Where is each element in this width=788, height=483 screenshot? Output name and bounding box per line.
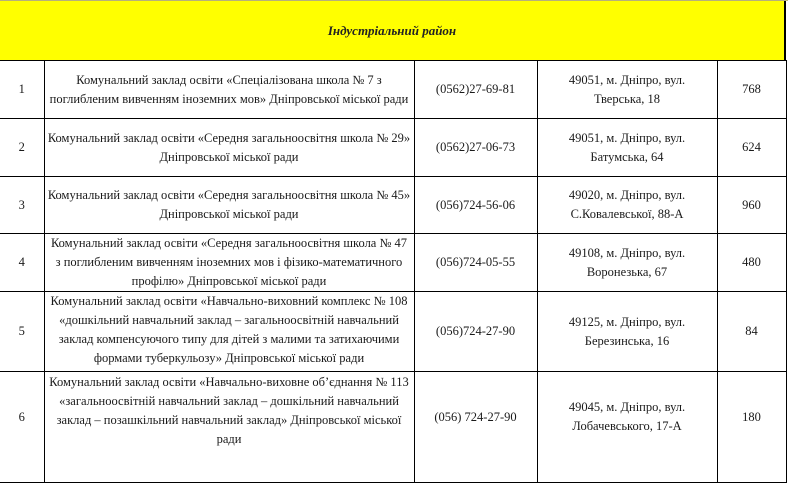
- schools-table: [0, 60, 787, 483]
- address: [537, 234, 717, 292]
- school-name: Комунальний заклад освіти «Середня загальноосвітня школа № 47 з поглибленим вивченням іноземних мов і фізико-математичного профілю» Дніпровської міської ради: [44, 234, 414, 292]
- address-line-1: 49045, м. Дніпро, вул.: [568, 400, 686, 414]
- address: [537, 372, 717, 483]
- table-row: [0, 372, 786, 483]
- address: [537, 292, 717, 372]
- address-line-2: Воронезька, 67: [586, 264, 668, 279]
- address-line-1: 49125, м. Дніпро, вул.: [568, 314, 686, 329]
- phone: (056) 724-27-90: [414, 372, 537, 483]
- address-line-2: С.Ковалевської, 88-А: [570, 207, 684, 221]
- table-row: [0, 119, 786, 177]
- phone: (056)724-56-06: [414, 177, 537, 234]
- student-count: 960: [717, 177, 786, 234]
- school-name: Комунальний заклад освіти «Навчально-виховний комплекс № 108 «дошкільний навчальний заклад – загальноосвітній навчальний заклад компенсуючого типу для дітей з малими та затихаючими формами туберкульозу» Дніпровської міської ради: [44, 292, 414, 372]
- phone: (056)724-05-55: [414, 234, 537, 292]
- address-line-1: 49051, м. Дніпро, вул.: [568, 130, 686, 145]
- row-number: 5: [0, 292, 44, 372]
- district-header: [0, 1, 786, 60]
- phone: (0562)27-69-81: [414, 61, 537, 119]
- address-line-2: Лобачевського, 17-А: [572, 419, 682, 433]
- row-number: 6: [0, 372, 44, 483]
- row-number: 3: [0, 177, 44, 234]
- table-row: [0, 177, 786, 234]
- row-number: 1: [0, 61, 44, 119]
- address-line-1: 49020, м. Дніпро, вул.: [568, 188, 686, 202]
- student-count: 180: [717, 372, 786, 483]
- school-name: Комунальний заклад освіти «Навчально-виховне об’єднання № 113 «загальноосвітній навчальний заклад – дошкільний навчальний заклад – позашкільний навчальний заклад» Дніпровської міської ради: [44, 372, 414, 483]
- address: [537, 119, 717, 177]
- student-count: 624: [717, 119, 786, 177]
- address-line-2: Березинська, 16: [584, 333, 670, 348]
- district-title: Індустріальний район: [327, 22, 457, 38]
- row-number: 4: [0, 234, 44, 292]
- phone: (0562)27-06-73: [414, 119, 537, 177]
- address: [537, 177, 717, 234]
- school-name: Комунальний заклад освіти «Середня загальноосвітня школа № 45» Дніпровської міської ради: [44, 177, 414, 234]
- school-name: Комунальний заклад освіти «Середня загальноосвітня школа № 29» Дніпровської міської ради: [44, 119, 414, 177]
- student-count: 84: [717, 292, 786, 372]
- address-line-1: 49108, м. Дніпро, вул.: [568, 245, 686, 260]
- address: [537, 61, 717, 119]
- student-count: 768: [717, 61, 786, 119]
- table-row: [0, 292, 786, 372]
- table-row: [0, 61, 786, 119]
- address-line-2: Батумська, 64: [590, 149, 664, 164]
- school-name: Комунальний заклад освіти «Спеціалізована школа № 7 з поглибленим вивченням іноземних мов» Дніпровської міської ради: [44, 61, 414, 119]
- row-number: 2: [0, 119, 44, 177]
- table-row: [0, 234, 786, 292]
- phone: (056)724-27-90: [414, 292, 537, 372]
- address-line-1: 49051, м. Дніпро, вул.: [568, 72, 686, 87]
- address-line-2: Тверська, 18: [593, 91, 661, 106]
- student-count: 480: [717, 234, 786, 292]
